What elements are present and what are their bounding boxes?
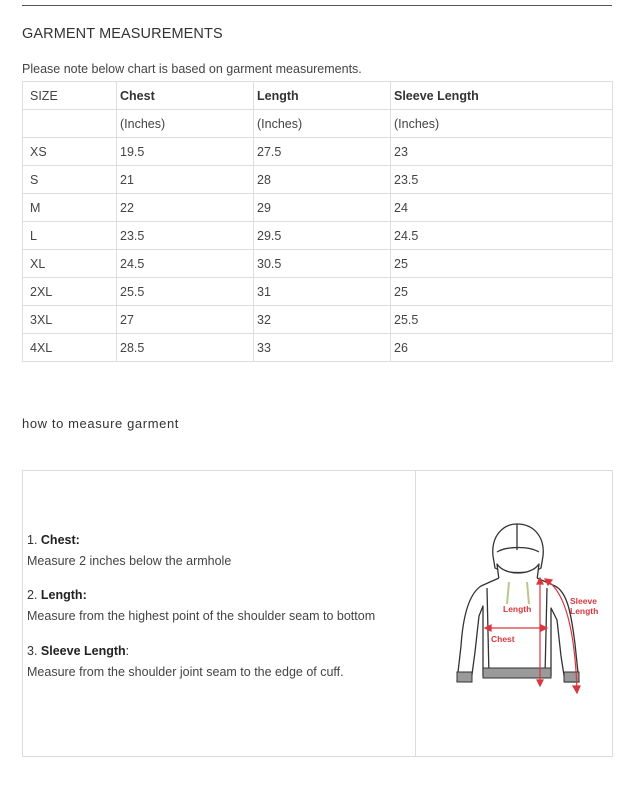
how-to-measure-heading: how to measure garment [22, 416, 179, 431]
top-divider [22, 5, 612, 6]
hoodie-diagram-icon [441, 516, 611, 696]
chart-note: Please note below chart is based on garment measurements. [22, 62, 362, 76]
length-cell: 32 [254, 306, 391, 334]
chest-cell: 22 [117, 194, 254, 222]
hoodie-diagram-panel [416, 471, 612, 756]
chest-cell: 21 [117, 166, 254, 194]
column-header-size: SIZE [23, 82, 117, 110]
step-chest [27, 532, 231, 569]
step-description: Measure 2 inches below the armhole [27, 554, 232, 568]
length-cell: 29 [254, 194, 391, 222]
step-title-suffix: : [125, 644, 130, 658]
sleeve-label-line2: Length [570, 606, 599, 616]
table-row [23, 334, 613, 362]
size-cell: XS [23, 138, 117, 166]
column-header-length: Length [254, 82, 391, 110]
length-cell: 27.5 [254, 138, 391, 166]
length-cell: 31 [254, 278, 391, 306]
step-description: Measure from the highest point of the shoulder seam to bottom [27, 609, 376, 623]
chest-cell: 28.5 [117, 334, 254, 362]
page-title: GARMENT MEASUREMENTS [22, 26, 223, 42]
size-cell: 4XL [23, 334, 117, 362]
table-row [23, 250, 613, 278]
length-cell: 30.5 [254, 250, 391, 278]
table-row [23, 222, 613, 250]
chest-cell: 23.5 [117, 222, 254, 250]
table-row [23, 278, 613, 306]
chest-cell: 19.5 [117, 138, 254, 166]
step-length [27, 587, 375, 624]
chest-cell: 24.5 [117, 250, 254, 278]
size-chart-table [22, 81, 613, 362]
sleeve-length-cell: 23.5 [391, 166, 613, 194]
sleeve-length-cell: 25 [391, 278, 613, 306]
sleeve-length-cell: 25 [391, 250, 613, 278]
sleeve-length-cell: 23 [391, 138, 613, 166]
unit-cell: (Inches) [117, 110, 254, 138]
step-title: Length: [40, 588, 87, 602]
size-cell: M [23, 194, 117, 222]
sleeve-length-cell: 25.5 [391, 306, 613, 334]
length-cell: 28 [254, 166, 391, 194]
length-label: Length [503, 604, 532, 614]
sleeve-length-cell: 24.5 [391, 222, 613, 250]
chest-label: Chest [491, 634, 515, 644]
table-row [23, 138, 613, 166]
length-cell: 33 [254, 334, 391, 362]
unit-cell: (Inches) [391, 110, 613, 138]
table-units-row [23, 110, 613, 138]
step-number: 3. [27, 644, 41, 658]
table-row [23, 306, 613, 334]
step-number: 1. [27, 533, 41, 547]
step-sleeve-length [27, 643, 344, 680]
sleeve-length-cell: 26 [391, 334, 613, 362]
sleeve-length-cell: 24 [391, 194, 613, 222]
size-cell: 2XL [23, 278, 117, 306]
step-description: Measure from the shoulder joint seam to the edge of cuff. [27, 665, 344, 679]
unit-cell [23, 110, 117, 138]
sleeve-label-line1: Sleeve [570, 596, 597, 606]
unit-cell: (Inches) [254, 110, 391, 138]
step-title: Chest: [40, 533, 80, 547]
chest-cell: 25.5 [117, 278, 254, 306]
step-title: Sleeve Length [40, 644, 126, 658]
length-cell: 29.5 [254, 222, 391, 250]
table-header-row [23, 82, 613, 110]
step-number: 2. [27, 588, 41, 602]
size-cell: 3XL [23, 306, 117, 334]
column-header-sleeve-length: Sleeve Length [391, 82, 613, 110]
table-row [23, 166, 613, 194]
table-row [23, 194, 613, 222]
column-header-chest: Chest [117, 82, 254, 110]
measurement-guide [22, 470, 613, 757]
size-cell: S [23, 166, 117, 194]
size-cell: XL [23, 250, 117, 278]
chest-cell: 27 [117, 306, 254, 334]
size-cell: L [23, 222, 117, 250]
measurement-instructions [23, 471, 416, 756]
